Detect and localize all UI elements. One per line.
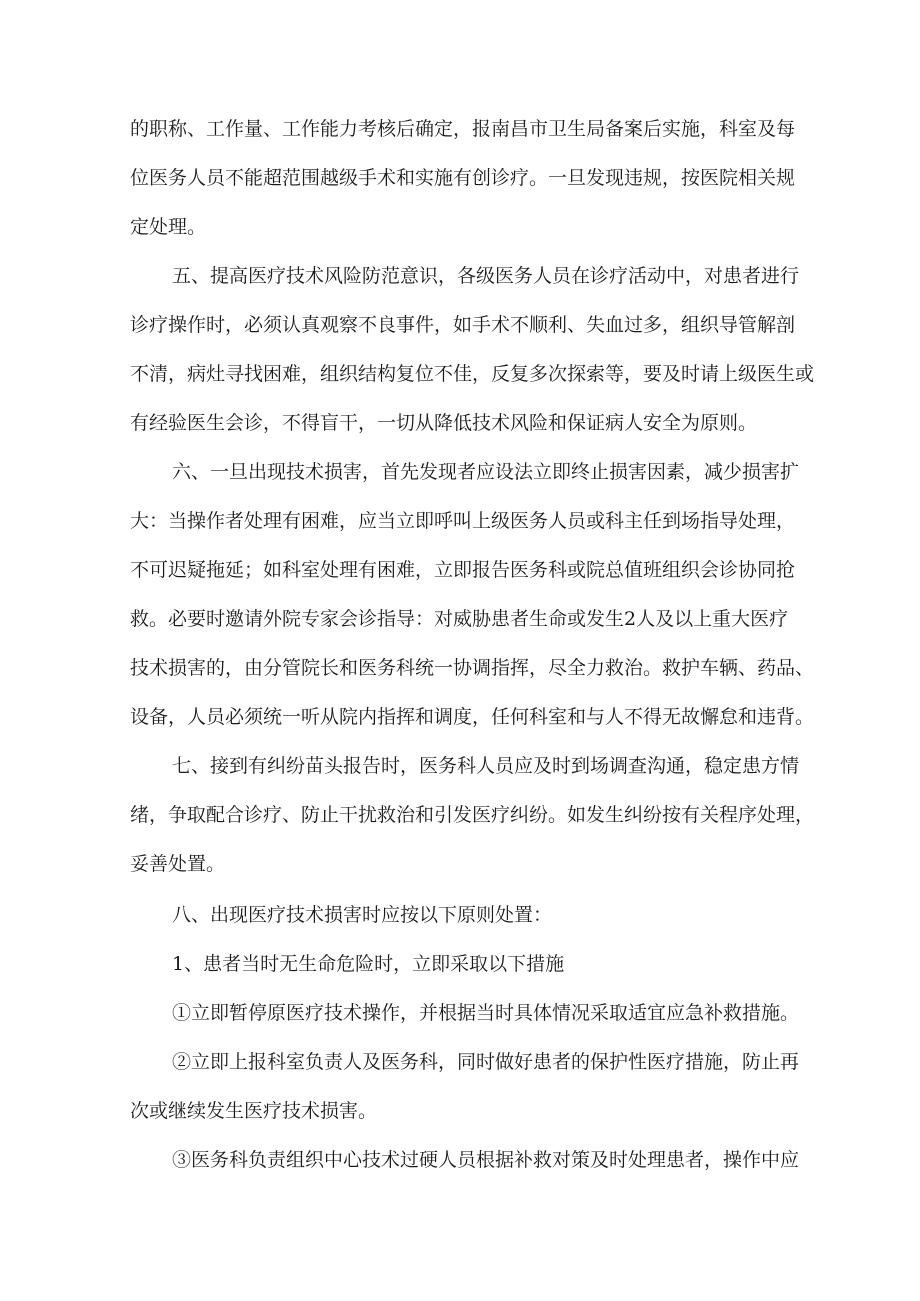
text-line-6: 不清，病灶寻找困难，组织结构复位不佳，反复多次探索等，要及时请上级医生或	[130, 363, 815, 385]
text-line-8: 六、一旦出现技术损害，首先发现者应设法立即终止损害因素，减少损害扩	[172, 461, 800, 483]
text-line-12: 技术损害的，由分管院长和医务科统一协调指挥，尽全力救治。救护车辆、药品、	[130, 657, 815, 679]
text-line-7: 有经验医生会诊，不得盲干，一切从降低技术风险和保证病人安全为原则。	[130, 412, 758, 434]
text-line-17: 八、出现医疗技术损害时应按以下原则处置：	[172, 904, 553, 926]
text-line-19: ①立即暂停原医疗技术操作，并根据当时具体情况采取适宜应急补救措施。	[172, 1002, 800, 1024]
text-line-11: 救。必要时邀请外院专家会诊指导：对威胁患者生命或发生2人及以上重大医疗	[130, 608, 789, 630]
text-line-13: 设备，人员必须统一听从院内指挥和调度，任何科室和与人不得无故懈怠和违背。	[130, 706, 815, 728]
text-line-16: 妥善处置。	[130, 853, 226, 875]
text-line-1: 的职称、工作量、工作能力考核后确定，报南昌市卫生局备案后实施，科室及每	[130, 118, 796, 140]
text-line-2: 位医务人员不能超范围越级手术和实施有创诊疗。一旦发现违规，按医院相关规	[130, 167, 796, 189]
text-line-9: 大：当操作者处理有困难，应当立即呼叫上级医务人员或科主任到场指导处理，	[130, 510, 796, 532]
text-line-3: 定处理。	[130, 216, 207, 238]
text-line-10: 不可迟疑拖延；如科室处理有困难，立即报告医务科或院总值班组织会诊协同抢	[130, 559, 796, 581]
text-line-22: ③医务科负责组织中心技术过硬人员根据补救对策及时处理患者，操作中应	[172, 1149, 800, 1171]
text-line-18: 1、患者当时无生命危险时，立即采取以下措施	[172, 953, 565, 975]
text-line-14: 七、接到有纠纷苗头报告时，医务科人员应及时到场调查沟通，稳定患方情	[172, 755, 800, 777]
text-line-15: 绪，争取配合诊疗、防止干扰救治和引发医疗纠纷。如发生纠纷按有关程序处理，	[130, 804, 815, 826]
text-line-5: 诊疗操作时，必须认真观察不良事件，如手术不顺利、失血过多，组织导管解剖	[130, 314, 796, 336]
text-line-20: ②立即上报科室负责人及医务科，同时做好患者的保护性医疗措施，防止再	[172, 1051, 800, 1073]
text-line-21: 次或继续发生医疗技术损害。	[130, 1100, 378, 1122]
text-line-4: 五、提高医疗技术风险防范意识，各级医务人员在诊疗活动中，对患者进行	[172, 265, 800, 287]
